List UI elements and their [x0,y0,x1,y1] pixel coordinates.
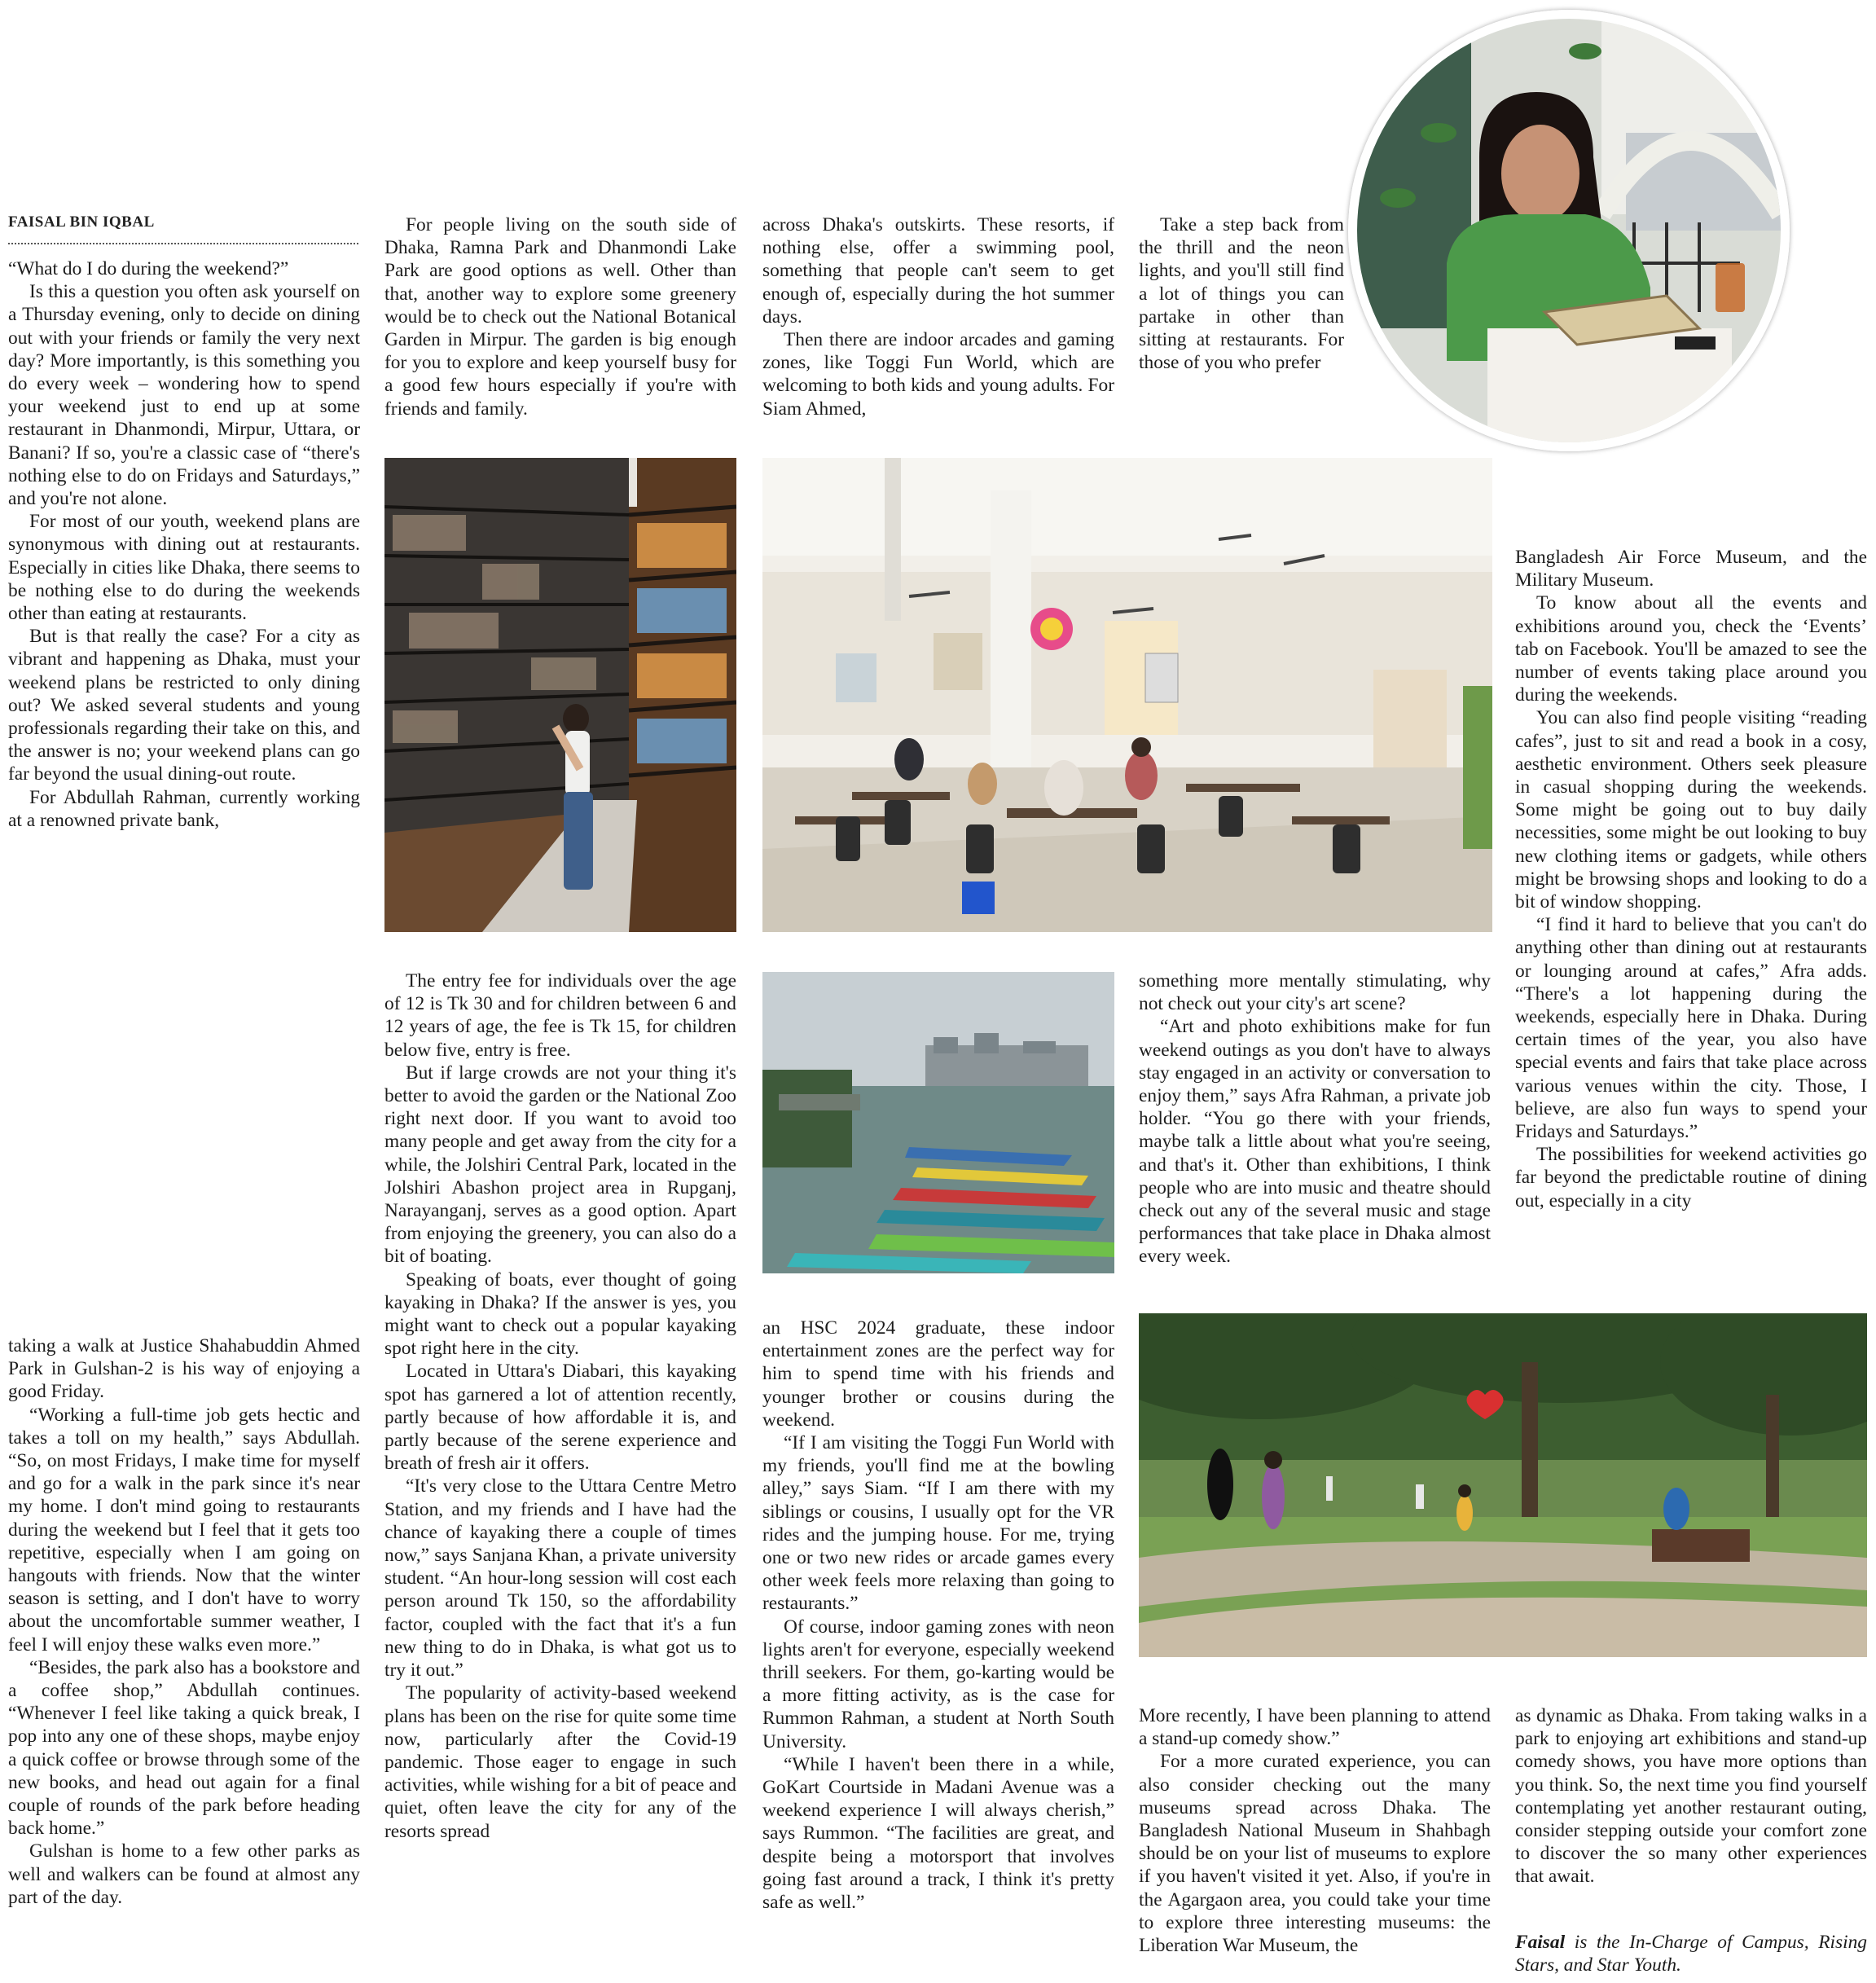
paragraph: “Art and photo exhibitions make for fun weekend outings as you don't have to always stay engaged in an activity or conversation to enjoy them,” says Afra Rahman, a private job holder. “You go there with your friends, maybe talk a little about what you're seeing, and that's it. Other than exhibitions, I think people who are into music and theatre should check out any of the several music and stage performances that take place in Dhaka almost every week. [1139,1016,1491,1268]
paragraph: The popularity of activity-based weekend plans has been on the rise for quite some time now, particularly after the Covid-19 pandemic. Those eager to engage in such activities, while wishing for a bit of peace and quiet, often leave the city for any of the resorts spread [384,1682,736,1842]
column-1-bottom [8,1334,360,1978]
paragraph: “It's very close to the Uttara Centre Metro Station, and my friends and I have had the chance of kayaking there a couple of times now,” says Sanjana Khan, a private university student. “An hour-long session will cost each person around Tk 150, so the affordability factor, coupled with the fact that it's a fun new thing to do in Dhaka, is what got us to try it out.” [384,1475,736,1682]
paragraph: Located in Uttara's Diabari, this kayaking spot has garnered a lot of attention recently, partly because of how affordable it is, and partly because of the serene experience and breath of fresh air it offers. [384,1361,736,1475]
paragraph: as dynamic as Dhaka. From taking walks in a park to enjoying art exhibitions and stand-up comedy shows, you have more options than you think. So, the next time you find yourself contemplating yet another restaurant outing, consider stepping outside your comfort zone to discover the so many other experiences that await. [1515,1705,1867,1888]
paragraph: an HSC 2024 graduate, these indoor entertainment zones are the perfect way for him to spend time with his friends and younger brother or cousins during the weekend. [762,1317,1114,1431]
column-4-top [1139,213,1344,425]
column-4-bottom [1139,1704,1491,1978]
column-3-top [762,213,1114,425]
paragraph: Bangladesh Air Force Museum, and the Military Museum. [1515,547,1867,591]
kayak-lake-photo [762,972,1114,1273]
cafe-interior-photo [762,458,1492,932]
paragraph: To know about all the events and exhibitions around you, check the ‘Events’ tab on Facebook. You'll be amazed to see the number of events taking place around you during the weekends. [1515,592,1867,706]
paragraph: across Dhaka's outskirts. These resorts, if nothing else, offer a swimming pool, something that people can't seem to get enough of, especially during the hot summer days. [762,214,1114,328]
paragraph: “Working a full-time job gets hectic and takes a toll on my health,” says Abdullah. “So, on most Fridays, I make time for myself and go for a walk in the park since it's near my home. I don't mind going to restaurants during the weekend but I feel that it gets too repetitive, especially when I am going on hangouts with friends. Now that the winter season is setting, and I don't have to worry about the uncomfortable summer weather, I feel I will enjoy these walks even more.” [8,1404,360,1655]
reading-cafe-photo [1348,10,1790,451]
paragraph: “I find it hard to believe that you can't do anything other than dining out at restaurants or lounging around at cafes,” Afra adds. “There's a lot happening during the weekends, especially here in Dhaka. During certain times of the year, you also have special events and fairs that take place across various venues within the city. Those, I believe, are also fun ways to spend your Fridays and Saturdays.” [1515,914,1867,1143]
paragraph: Speaking of boats, ever thought of going kayaking in Dhaka? If the answer is yes, you might want to check out a popular kayaking spot right here in the city. [384,1269,736,1360]
byline-rule [8,243,358,244]
paragraph: taking a walk at Justice Shahabuddin Ahmed Park in Gulshan-2 is his way of enjoying a good Friday. [8,1335,360,1403]
author-bio-text: is the In-Charge of Campus, Rising Stars, and Star Youth. [1515,1932,1867,1976]
column-5-top [1515,546,1867,1295]
paragraph: For a more curated experience, you can also consider checking out the many museums spread across Dhaka. The Bangladesh National Museum in Shahbagh should be on your list of museums to explore if you haven't visited it yet. Also, if you're in the Agargaon area, you could take your time to explore three interesting museums: the Liberation War Museum, the [1139,1751,1491,1957]
column-5-bottom [1515,1704,1867,1908]
byline: FAISAL BIN IQBAL [8,213,155,231]
paragraph: “While I haven't been there in a while, GoKart Courtside in Madani Avenue was a weekend experience I will always cherish,” says Rummon. “The facilities are great, and despite being a motorsport that involves going fast around a track, I think it's pretty safe as well.” [762,1753,1114,1914]
paragraph: “If I am visiting the Toggi Fun World with my friends, you'll find me at the bowling alley,” says Siam. “If I am there with my siblings or cousins, I usually opt for the VR rides and the jumping house. For me, trying one or two new rides or arcade games every other week feels more relaxing than going to restaurants.” [762,1432,1114,1615]
paragraph: “What do I do during the weekend?” [8,258,289,279]
paragraph: Of course, indoor gaming zones with neon lights aren't for everyone, especially weekend thrill seekers. For them, go-karting would be a more fitting activity, as is the case for Rummon Rahman, a student at North South University. [762,1616,1114,1752]
paragraph: But if large crowds are not your thing it's better to avoid the garden or the National Zoo right next door. If you want to avoid too many people and get away from the city for a while, the Jolshiri Central Park, located in the Jolshiri Abashon project area in Rupganj, Narayanganj, serves as a good option. Apart from enjoying the greenery, you can also do a bit of boating. [384,1062,736,1268]
author-bio [1515,1931,1867,1980]
paragraph: The entry fee for individuals over the age of 12 is Tk 30 and for children between 6 and 12 years of age, the fee is Tk 15, for children below five, entry is free. [384,970,736,1061]
paragraph: For Abdullah Rahman, currently working at a renowned private bank, [8,786,360,831]
column-1-top [8,257,360,958]
paragraph: Take a step back from the thrill and the neon lights, and you'll still find a lot of things you can partake in other than sitting at restaurants. For those of you who prefer [1139,214,1344,374]
paragraph: “Besides, the park also has a bookstore and a coffee shop,” Abdullah continues. “Whenever I feel like taking a quick break, I pop into any one of these shops, maybe enjoy a quick coffee or browse through some of the new books, and head out again for a final couple of rounds of the park before heading back home.” [8,1656,360,1840]
park-photo [1139,1313,1867,1657]
paragraph: For people living on the south side of Dhaka, Ramna Park and Dhanmondi Lake Park are good options as well. Other than that, another way to explore some greenery would be to check out the National Botanical Garden in Mirpur. The garden is big enough for you to explore and keep yourself busy for a good few hours especially if you're with friends and family. [384,214,736,420]
bookstore-photo [384,458,736,932]
column-2-bottom [384,970,736,1980]
column-2-top [384,213,736,446]
paragraph: The possibilities for weekend activities go far beyond the predictable routine of dining out, especially in a city [1515,1144,1867,1211]
column-4-middle [1139,970,1491,1295]
paragraph: something more mentally stimulating, why not check out your city's art scene? [1139,970,1491,1015]
paragraph: For most of our youth, weekend plans are synonymous with dining out at restaurants. Especially in cities like Dhaka, there seems to be nothing else to do during the weekends other than eating at restaurants. [8,511,360,625]
paragraph: More recently, I have been planning to attend a stand-up comedy show.” [1139,1705,1491,1750]
paragraph: Gulshan is home to a few other parks as well and walkers can be found at almost any part of the day. [8,1840,360,1908]
author-name: Faisal [1515,1932,1566,1953]
column-3-bottom [762,1317,1114,1978]
paragraph: Then there are indoor arcades and gaming zones, like Toggi Fun World, which are welcoming to both kids and young adults. For Siam Ahmed, [762,329,1114,420]
paragraph: You can also find people visiting “reading cafes”, just to sit and read a book in a cosy, aesthetic environment. Others seek pleasure in casual shopping during the weekends. Some might be going out to buy daily necessities, some might be out looking to buy new clothing items or gadgets, while others might be browsing shops and looking to do a bit of window shopping. [1515,707,1867,913]
paragraph: Is this a question you often ask yourself on a Thursday evening, only to decide on dining out with your friends or family the very next day? More importantly, is this something you do every week – wondering how to spend your weekend just to end up at some restaurant in Dhanmondi, Mirpur, Uttara, or Banani? If so, you're a classic case of “there's nothing else to do on Fridays and Saturdays,” and you're not alone. [8,281,360,510]
paragraph: But is that really the case? For a city as vibrant and happening as Dhaka, must your weekend plans be restricted to only dining out? We asked several students and young professionals regarding their take on this, and the answer is no; your weekend plans can go far beyond the usual dining-out route. [8,626,360,785]
